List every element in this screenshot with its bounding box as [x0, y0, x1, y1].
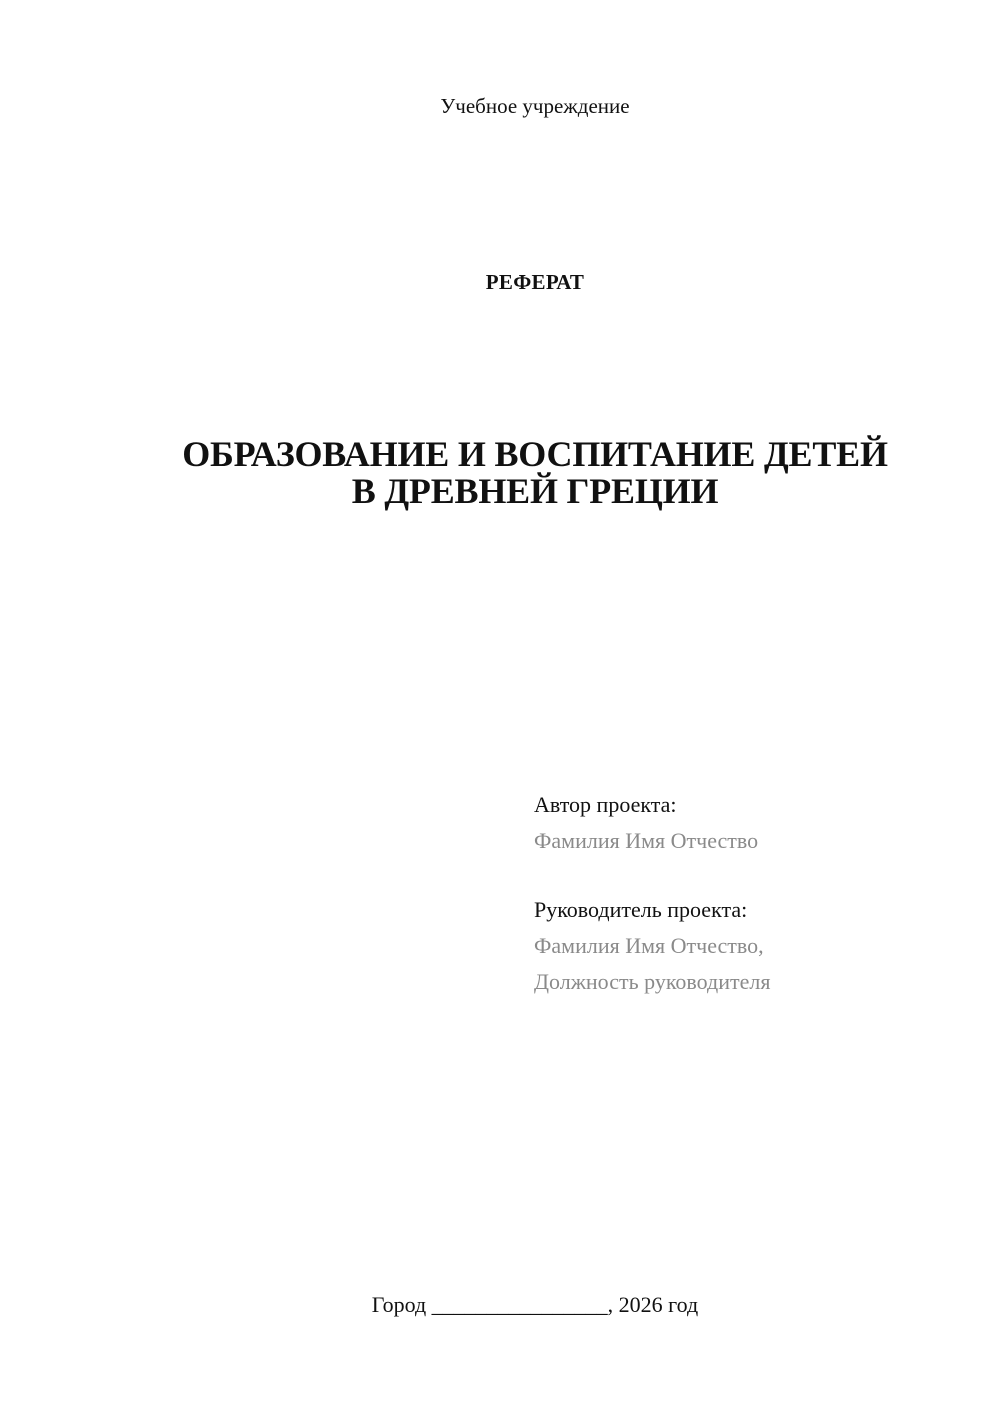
author-label: Автор проекта: — [534, 792, 677, 817]
supervisor-position: Должность руководителя — [534, 969, 771, 994]
document-type: РЕФЕРАТ — [485, 270, 585, 294]
institution-name: Учебное учреждение — [440, 94, 630, 118]
supervisor-label: Руководитель проекта: — [534, 897, 748, 922]
author-name: Фамилия Имя Отчество — [534, 828, 759, 853]
title-line-1: ОБРАЗОВАНИЕ И ВОСПИТАНИЕ ДЕТЕЙ — [182, 434, 888, 474]
project-info — [534, 787, 974, 1000]
title-line-2: В ДРЕВНЕЙ ГРЕЦИИ — [351, 471, 719, 511]
info-spacer — [534, 859, 974, 892]
document-title — [0, 436, 1000, 510]
city-year-line: Город ________________, 2026 год — [371, 1292, 699, 1317]
supervisor-name: Фамилия Имя Отчество, — [534, 933, 764, 958]
